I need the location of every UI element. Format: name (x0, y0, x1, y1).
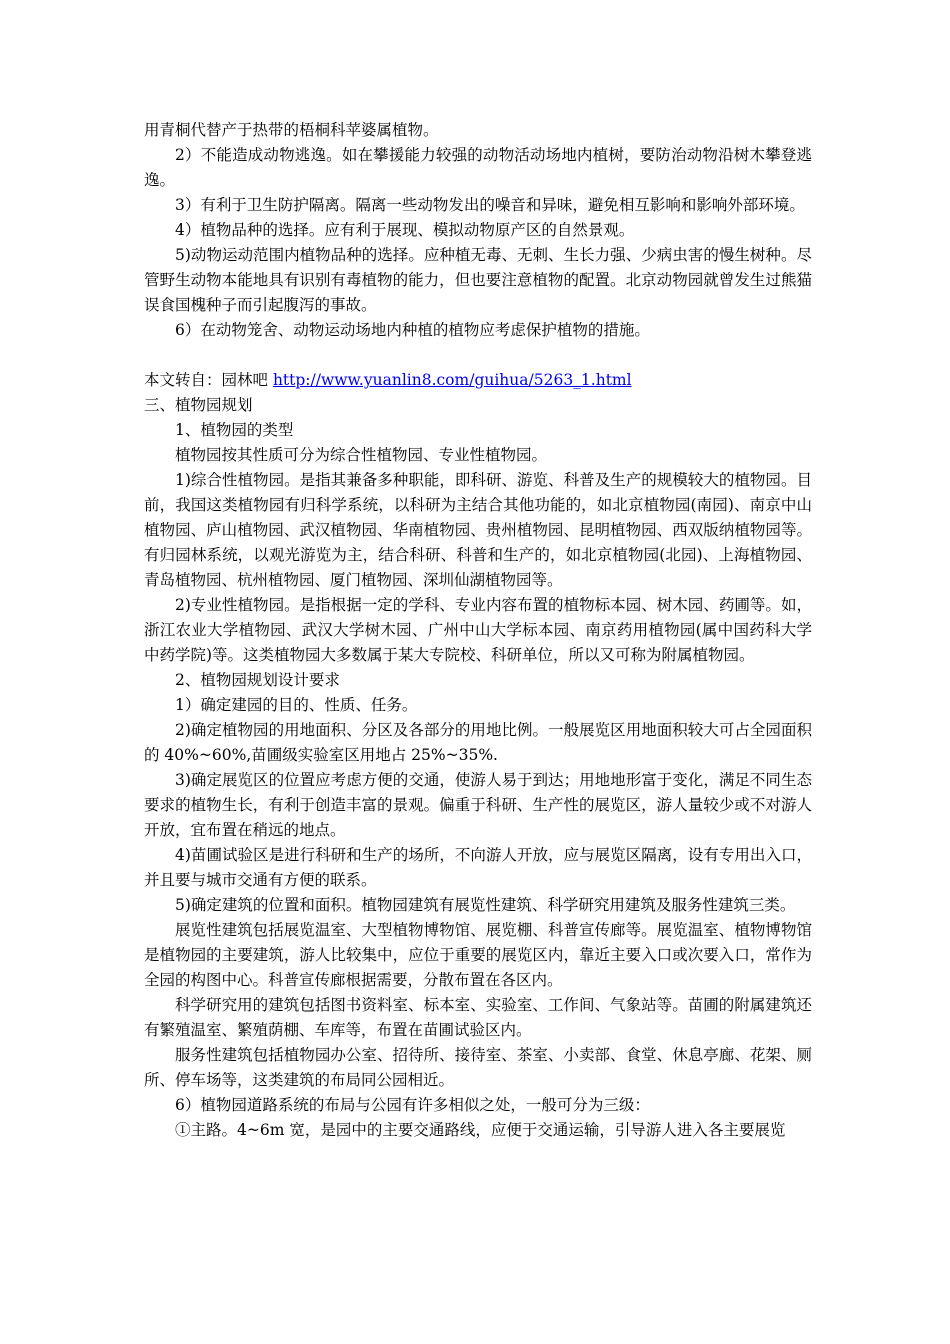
paragraph: 用青桐代替产于热带的梧桐科苹婆属植物。 (144, 121, 439, 139)
paragraph: 6）植物园道路系统的布局与公园有许多相似之处，一般可分为三级： (175, 1096, 650, 1114)
paragraph: 3)确定展览区的位置应考虑方便的交通，使游人易于到达；用地地形富于变化，满足不同生态要求的植物生长，有利于创造丰富的景观。偏重于科研、生产性的展览区，游人量较少或不对游人开放，宜布置在稍远的地点。 (144, 771, 812, 839)
paragraph: 展览性建筑包括展览温室、大型植物博物馆、展览棚、科普宣传廊等。展览温室、植物博物馆是植物园的主要建筑，游人比较集中，应位于重要的展览区内，靠近主要入口或次要入口，常作为全园的构图中心。科普宣传廊根据需要，分散布置在各区内。 (144, 921, 812, 989)
paragraph: 科学研究用的建筑包括图书资料室、标本室、实验室、工作间、气象站等。苗圃的附属建筑还有繁殖温室、繁殖荫棚、车库等，布置在苗圃试验区内。 (144, 996, 812, 1039)
paragraph: 2)确定植物园的用地面积、分区及各部分的用地比例。一般展览区用地面积较大可占全园面积的 40%~60%,苗圃级实验室区用地占 25%~35%. (144, 721, 812, 764)
blank-line (144, 343, 812, 368)
paragraph: 4)苗圃试验区是进行科研和生产的场所，不向游人开放，应与展览区隔离，设有专用出入口，并且要与城市交通有方便的联系。 (144, 846, 812, 889)
paragraph: 3）有利于卫生防护隔离。隔离一些动物发出的噪音和异味，避免相互影响和影响外部环境。 (175, 196, 805, 214)
subsection-heading: 2、植物园规划设计要求 (175, 671, 340, 689)
paragraph: 1）确定建园的目的、性质、任务。 (175, 696, 418, 714)
subsection-heading: 1、植物园的类型 (175, 421, 294, 439)
paragraph: 2）不能造成动物逃逸。如在攀援能力较强的动物活动场地内植树，要防治动物沿树木攀登逃逸。 (144, 146, 812, 189)
paragraph: 5)动物运动范围内植物品种的选择。应种植无毒、无刺、生长力强、少病虫害的慢生树种。尽管野生动物本能地具有识别有毒植物的能力，但也要注意植物的配置。北京动物园就曾发生过熊猫误食国槐种子而引起腹泻的事故。 (144, 246, 812, 314)
paragraph: 4）植物品种的选择。应有利于展现、模拟动物原产区的自然景观。 (175, 221, 635, 239)
source-link[interactable]: http://www.yuanlin8.com/guihua/5263_1.html (272, 371, 632, 389)
paragraph: 6）在动物笼舍、动物运动场地内种植的植物应考虑保护植物的措施。 (175, 321, 650, 339)
paragraph: 植物园按其性质可分为综合性植物园、专业性植物园。 (175, 446, 548, 464)
paragraph: 2)专业性植物园。是指根据一定的学科、专业内容布置的植物标本园、树木园、药圃等。如，浙江农业大学植物园、武汉大学树木园、广州中山大学标本园、南京药用植物园(属中国药科大学中药学院)等。这类植物园大多数属于某大专院校、科研单位，所以又可称为附属植物园。 (144, 596, 812, 664)
document-body (144, 118, 812, 1143)
paragraph: 5)确定建筑的位置和面积。植物园建筑有展览性建筑、科学研究用建筑及服务性建筑三类。 (175, 896, 796, 914)
source-label: 本文转自：园林吧 (144, 371, 273, 389)
paragraph: ①主路。4~6m 宽，是园中的主要交通路线，应便于交通运输，引导游人进入各主要展览 (175, 1121, 786, 1139)
source-line (144, 368, 812, 393)
section-heading: 三、植物园规划 (144, 396, 253, 414)
paragraph: 1)综合性植物园。是指其兼备多种职能，即科研、游览、科普及生产的规模较大的植物园。目前，我国这类植物园有归科学系统，以科研为主结合其他功能的，如北京植物园(南园)、南京中山植物园、庐山植物园、武汉植物园、华南植物园、贵州植物园、昆明植物园、西双版纳植物园等。有归园林系统，以观光游览为主，结合科研、科普和生产的，如北京植物园(北园)、上海植物园、青岛植物园、杭州植物园、厦门植物园、深圳仙湖植物园等。 (144, 471, 812, 589)
paragraph: 服务性建筑包括植物园办公室、招待所、接待室、茶室、小卖部、食堂、休息亭廊、花架、厕所、停车场等，这类建筑的布局同公园相近。 (144, 1046, 812, 1089)
